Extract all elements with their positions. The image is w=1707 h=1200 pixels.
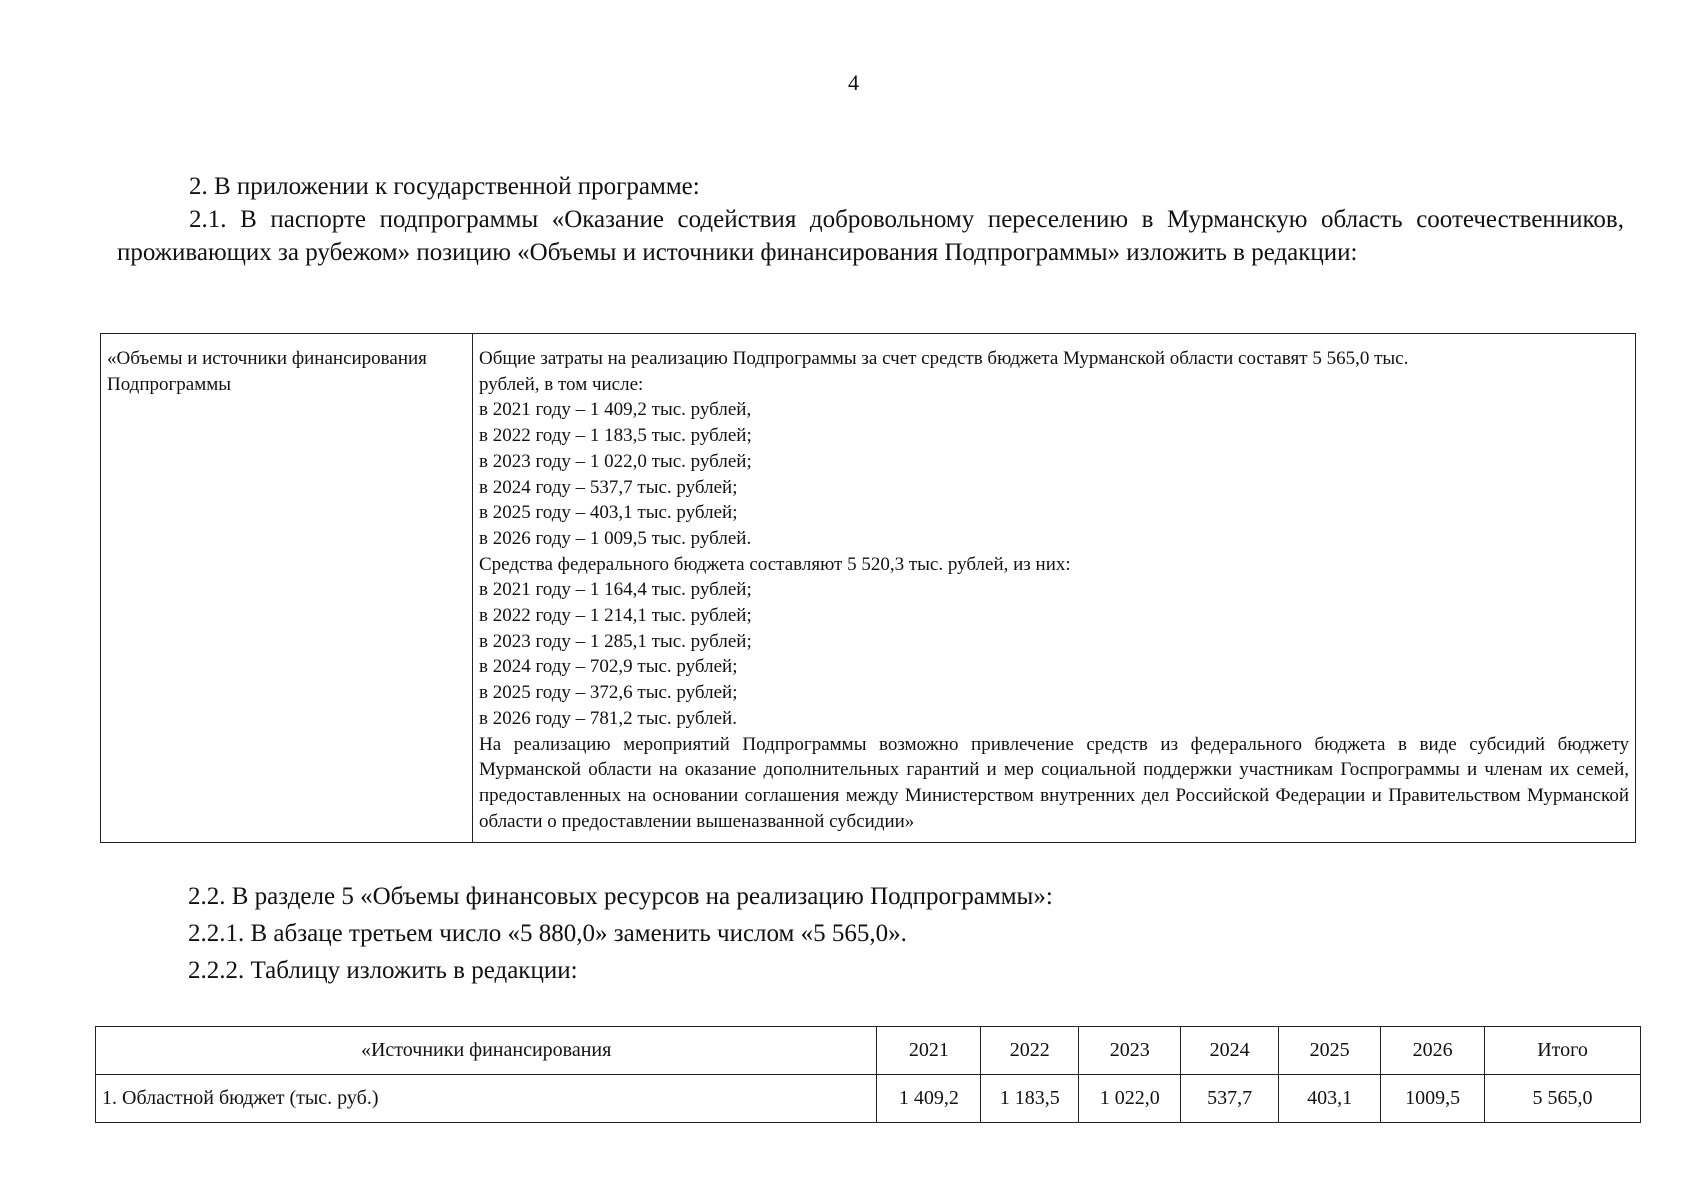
header-year: 2021 [877, 1027, 981, 1075]
passport-line: в 2025 году – 403,1 тыс. рублей; [479, 502, 738, 524]
header-year: 2025 [1279, 1027, 1381, 1075]
passport-line: в 2021 году – 1 409,2 тыс. рублей, [479, 399, 752, 421]
passport-line: в 2026 году – 781,2 тыс. рублей. [479, 707, 737, 729]
header-total: Итого [1485, 1027, 1641, 1075]
row-value: 1 409,2 [877, 1075, 981, 1123]
passport-line: Общие затраты на реализацию Подпрограммы за счет средств бюджета Мурманской области составят 5 565,0 тыс. [479, 348, 1409, 369]
section-2-2 [188, 878, 1053, 989]
table-row [96, 1075, 1641, 1123]
section-2-2-1-line: 2.2.1. В абзаце третьем число «5 880,0» заменить числом «5 565,0». [188, 920, 907, 947]
header-year: 2026 [1381, 1027, 1485, 1075]
page-number: 4 [848, 70, 859, 95]
row-source: 1. Областной бюджет (тыс. руб.) [96, 1075, 877, 1123]
passport-line: в 2024 году – 537,7 тыс. рублей; [479, 476, 738, 498]
passport-line: в 2024 году – 702,9 тыс. рублей; [479, 656, 738, 678]
passport-line: в 2025 году – 372,6 тыс. рублей; [479, 682, 738, 704]
intro-line-1: 2. В приложении к государственной программе: [189, 173, 700, 200]
header-year: 2023 [1079, 1027, 1181, 1075]
passport-table [100, 333, 1636, 843]
passport-line: в 2021 году – 1 164,4 тыс. рублей; [479, 579, 752, 601]
intro-paragraph-2-1: 2.1. В паспорте подпрограммы «Оказание содействия добровольному переселению в Мурманскую область соотечественников, проживающих за рубежом» позицию «Объемы и источники финансирования Подпрограммы» изложить в редакции: [117, 206, 1624, 266]
passport-line: рублей, в том числе: [479, 373, 644, 395]
passport-line: в 2026 году – 1 009,5 тыс. рублей. [479, 527, 752, 549]
financing-table [95, 1026, 1641, 1123]
intro-text [117, 170, 1624, 269]
header-year: 2022 [981, 1027, 1079, 1075]
passport-content-cell [473, 334, 1635, 842]
passport-label: «Объемы и источники финансирования Подпрограммы [107, 348, 427, 395]
row-value: 403,1 [1279, 1075, 1381, 1123]
section-2-2-2-line: 2.2.2. Таблицу изложить в редакции: [188, 957, 578, 984]
row-value: 1009,5 [1381, 1075, 1485, 1123]
passport-line: в 2023 году – 1 022,0 тыс. рублей; [479, 450, 752, 472]
passport-label-cell [101, 334, 473, 842]
row-value: 1 022,0 [1079, 1075, 1181, 1123]
header-year: 2024 [1181, 1027, 1279, 1075]
row-value: 1 183,5 [981, 1075, 1079, 1123]
passport-line: в 2022 году – 1 183,5 тыс. рублей; [479, 425, 752, 447]
header-source: «Источники финансирования [96, 1027, 877, 1075]
row-total: 5 565,0 [1485, 1075, 1641, 1123]
passport-closing-paragraph: На реализацию мероприятий Подпрограммы возможно привлечение средств из федерального бюджета в виде субсидий бюджету Мурманской области на оказание дополнительных гарантий и мер социальной поддержки участникам Госпрограммы и членам их семей, предоставленных на основании соглашения между Министерством внутренних дел Российской Федерации и Правительством Мурманской области о предоставлении вышеназванной субсидии» [479, 733, 1629, 832]
table-header-row [96, 1027, 1641, 1075]
section-2-2-line: 2.2. В разделе 5 «Объемы финансовых ресурсов на реализацию Подпрограммы»: [188, 883, 1053, 910]
passport-line: в 2023 году – 1 285,1 тыс. рублей; [479, 630, 752, 652]
passport-line: в 2022 году – 1 214,1 тыс. рублей; [479, 605, 752, 627]
row-value: 537,7 [1181, 1075, 1279, 1123]
passport-line: Средства федерального бюджета составляют 5 520,3 тыс. рублей, из них: [479, 553, 1071, 575]
